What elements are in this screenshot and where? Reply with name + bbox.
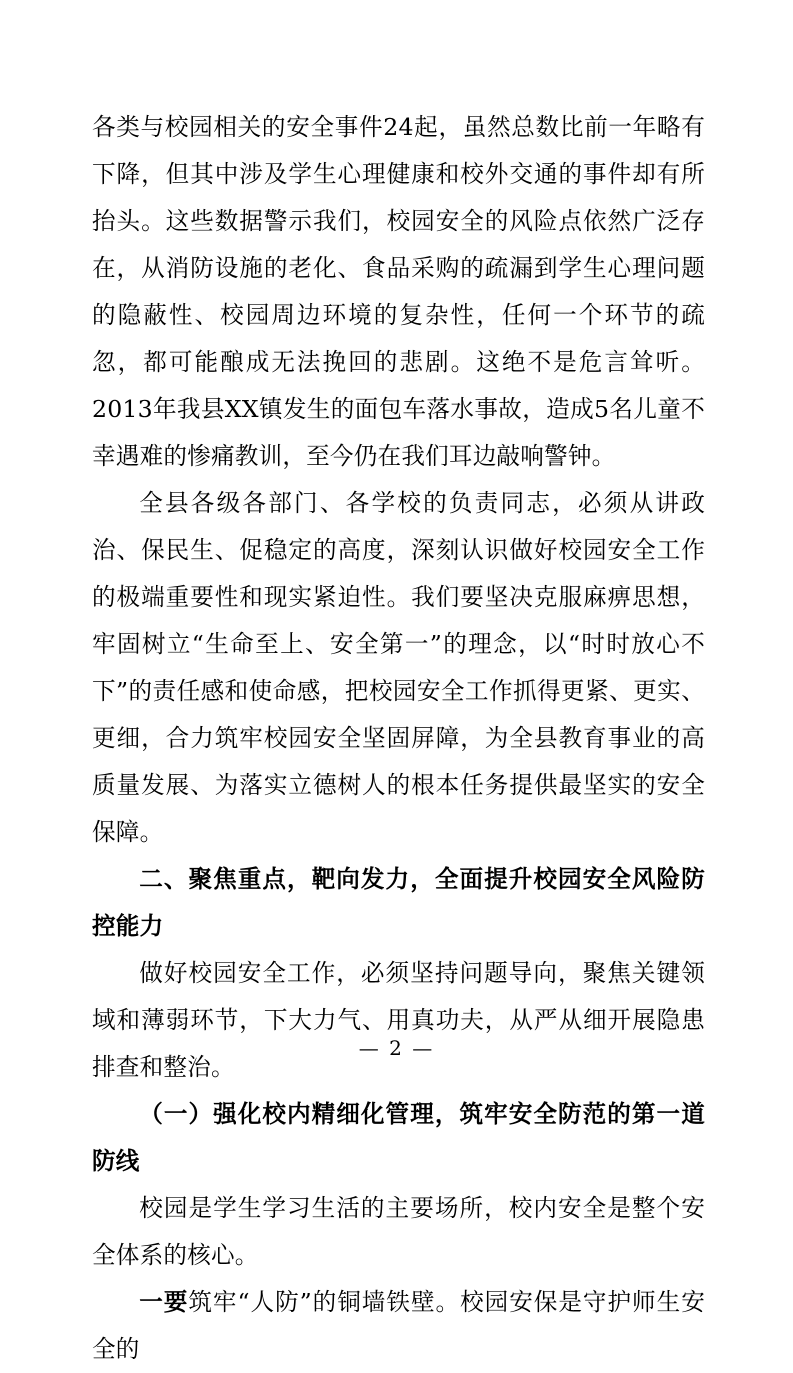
paragraph-text: 筑牢“人防”的铜墙铁壁。校园安保是守护师生安全的 — [92, 1288, 705, 1363]
subsection-heading: （一）强化校内精细化管理，筑牢安全防范的第一道防线 — [92, 1100, 705, 1175]
document-body — [92, 104, 705, 1373]
paragraph: 全县各级各部门、各学校的负责同志，必须从讲政治、保民生、促稳定的高度，深刻认识做好校园安全工作的极端重要性和现实紧迫性。我们要坚决克服麻痹思想，牢固树立“生命至上、安全第一”的理念，以“时时放心不下”的责任感和使命感，把校园安全工作抓得更紧、更实、更细，合力筑牢校园安全坚固屏障，为全县教育事业的高质量发展、为落实立德树人的根本任务提供最坚实的安全保障。 — [92, 489, 705, 846]
paragraph: 做好校园安全工作，必须坚持问题导向，聚焦关键领域和薄弱环节，下大力气、用真功夫，从严从细开展隐患排查和整治。 — [92, 959, 705, 1081]
paragraph: 校园是学生学习生活的主要场所，校内安全是整个安全体系的核心。 — [92, 1194, 705, 1269]
section-heading: 二、聚焦重点，靶向发力，全面提升校园安全风险防控能力 — [92, 865, 705, 940]
paragraph-continuation: 各类与校园相关的安全事件24起，虽然总数比前一年略有下降，但其中涉及学生心理健康和校外交通的事件却有所抬头。这些数据警示我们，校园安全的风险点依然广泛存在，从消防设施的老化、食品采购的疏漏到学生心理问题的隐蔽性、校园周边环境的复杂性，任何一个环节的疏忽，都可能酿成无法挽回的悲剧。这绝不是危言耸听。2013年我县XX镇发生的面包车落水事故，造成5名儿童不幸遇难的惨痛教训，至今仍在我们耳边敲响警钟。 — [92, 113, 705, 470]
paragraph-with-lead — [92, 1279, 705, 1373]
lead-marker: 一要 — [139, 1288, 189, 1316]
page-number: — 2 — — [358, 1036, 435, 1060]
